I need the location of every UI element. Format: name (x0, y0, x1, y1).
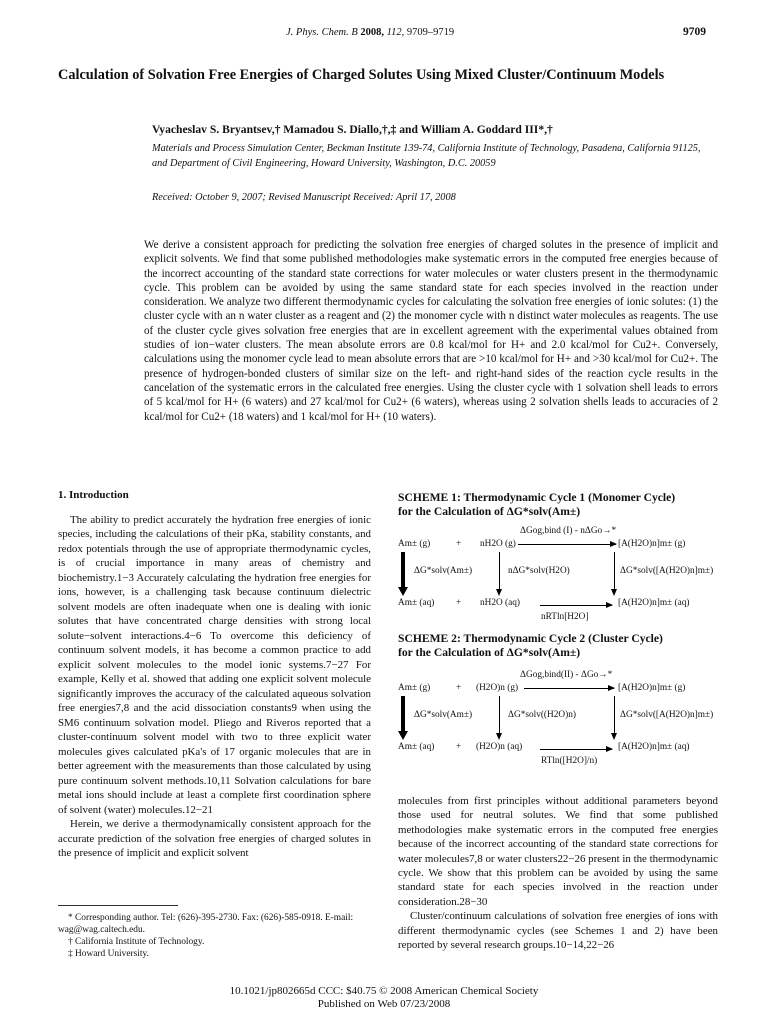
section-heading: 1. Introduction (58, 489, 129, 501)
scheme1-reactant-gas: Am± (g) (398, 539, 431, 549)
scheme1-caption-line1: SCHEME 1: Thermodynamic Cycle 1 (Monomer Cycle) (398, 491, 676, 504)
scheme2-plus-aq: + (456, 742, 462, 752)
footnote-rule (58, 905, 178, 906)
scheme1-bottom-arrow (540, 605, 612, 606)
intro-paragraph-1: The ability to predict accurately the hydration free energies of ionic species, including the calculations of their pKa, stability constants, and redox potentials through the use of appropriate thermodynamic cycles, is of crucial importance in many areas of chemistry and biochemistry.1−3 Accurately calculating the hydration free energies for ions, however, is a challenging task because continuum dielectric solvent models are often inadequate when one is dealing with ionic solutes that have concentrated charge densities with strong local solute−solvent interactions.4−6 To overcome this deficiency of continuum solvent models, it has become a common practice to add explicit solvent molecules to the model ionic systems.7−27 For example, Kelly et al. showed that adding one explicit solvent molecule significantly improves the accuracy of the calculated aqueous solvation free energies7,8 and the acid dissociation constants9 when using the SM6 continuum solvation model. Pliego and Riveros reported that a cluster-continuum solvent model with two to three explicit water molecules gives calculated pKa's of 17 organic molecules that are in better agreement with the measurements than those calculated by using pure continuum solvent methods.10,11 Solvation calculations for bare metal ions should include at least a complete first coordination sphere of solvent (water) molecules.12−21 (58, 513, 371, 816)
scheme1-right-label: ΔG*solv([A(H2O)n]m±) (620, 566, 714, 576)
journal-pages: 9709–9719 (406, 27, 455, 38)
scheme2-bottom-arrow (540, 749, 612, 750)
scheme1-mid-label: nΔG*solv(H2O) (508, 566, 570, 576)
published-line: Published on Web 07/23/2008 (317, 997, 451, 1010)
scheme2-water-gas: (H2O)n (g) (476, 683, 519, 693)
scheme2-caption-line1: SCHEME 2: Thermodynamic Cycle 2 (Cluster Cycle) (398, 632, 663, 645)
scheme2-reactant-gas: Am± (g) (398, 683, 431, 693)
scheme1-left-label: ΔG*solv(Am±) (414, 566, 473, 576)
abstract: We derive a consistent approach for predicting the solvation free energies of charged solutes in the presence of implicit and explicit solvents. We find that some published methodologies make systematic errors in the computed free energies because of the incorrect accounting of the standard state corrections for water molecules or water clusters present in the thermodynamic cycle. This problem can be avoided by using the same standard state for each species involved in the reaction under consideration. We analyze two different thermodynamic cycles for calculating the solvation free energies of ionic solutes: (1) the cluster cycle with an n water cluster as a reagent and (2) the monomer cycle with n distinct water molecules as reagents. The use of the cluster cycle gives solvation free energies that are in excellent agreement with the experimental values obtained from studies of ion−water clusters. The mean absolute errors are 0.8 kcal/mol for H+ and 2.0 kcal/mol for Cu2+. Conversely, calculations using the monomer cycle lead to mean absolute errors that are >10 kcal/mol for H+ and >30 kcal/mol for Cu2+. The presence of hydrogen-bonded clusters of similar size on the left- and right-hand sides of the reaction cycle results in the cancelation of the systematic errors in the calculated free energies. Using the cluster cycle with 1 solvation shell leads to errors of 5 kcal/mol for H+ (6 waters) and 27 kcal/mol for Cu2+ (6 waters), whereas using 2 solvation shells leads to accuracies of 2 kcal/mol for Cu2+ (18 waters) and 1 kcal/mol for H+ (10 waters). (144, 239, 718, 423)
scheme2-plus-gas: + (456, 683, 462, 693)
scheme2-diagram (396, 668, 726, 768)
author-list: Vyacheslav S. Bryantsev,† Mamadou S. Diallo,†,‡ and William A. Goddard III*,† (152, 123, 553, 136)
right-paragraph-1: molecules from first principles without additional parameters beyond those used for neutral solutes. We find that some published methodologies make systematic errors in the computed free energies because of the incorrect accounting of the standard state corrections for water molecules7,8 or water clusters22−26 present in the thermodynamic cycle. We show that this problem can be avoided by using the same standard state for each species involved in the reaction under consideration.28−30 (398, 795, 718, 908)
intro-paragraph-2: Herein, we derive a thermodynamically consistent approach for the accurate prediction of the solvation free energies of charged solutes in the presence of implicit and explicit solvent (58, 818, 371, 859)
scheme1-mid-arrow (499, 552, 500, 590)
journal-name: J. Phys. Chem. B (286, 27, 358, 38)
scheme1-water-gas: nH2O (g) (480, 539, 516, 549)
scheme1-left-arrow (401, 552, 405, 588)
scheme2-product-gas: [A(H2O)n]m± (g) (618, 683, 686, 693)
scheme2-top-arrow-label: ΔGog,bind(II) - ΔGo→* (520, 670, 613, 680)
scheme1-right-arrow (614, 552, 615, 590)
scheme2-right-label: ΔG*solv([A(H2O)n]m±) (620, 710, 714, 720)
scheme1-plus-gas: + (456, 539, 462, 549)
scheme1-top-arrow-label: ΔGog,bind (I) - nΔGo→* (520, 526, 617, 536)
journal-volume: 112, (386, 27, 405, 38)
scheme2-top-arrow (524, 688, 614, 689)
footnote-caltech: † California Institute of Technology. (68, 937, 205, 947)
affiliation: Materials and Process Simulation Center, Beckman Institute 139-74, California Institute of Technology, Pasadena, California 91125, and Department of Civil Engineering, Howard University, Washington, D.C. 20059 (152, 143, 701, 169)
journal-year: 2008, (360, 27, 384, 38)
scheme1-diagram (396, 524, 726, 624)
footnotes (58, 905, 371, 960)
scheme2-reactant-aq: Am± (aq) (398, 742, 435, 752)
scheme1-product-gas: [A(H2O)n]m± (g) (618, 539, 686, 549)
right-paragraph-2: Cluster/continuum calculations of solvation free energies of ions with different thermodynamic cycles (see Schemes 1 and 2) have been reported by several research groups.10−14,22−26 (398, 910, 718, 952)
right-column-text (398, 794, 718, 952)
paper-title: Calculation of Solvation Free Energies of Charged Solutes Using Mixed Cluster/Continuum Models (58, 67, 665, 83)
scheme1-reactant-aq: Am± (aq) (398, 598, 435, 608)
journal-citation (286, 27, 454, 38)
page-number: 9709 (683, 26, 706, 38)
scheme1-plus-aq: + (456, 598, 462, 608)
received-dates: Received: October 9, 2007; Revised Manuscript Received: April 17, 2008 (152, 192, 456, 203)
scheme2-bottom-arrow-label: RTln([H2O]/n) (541, 756, 598, 766)
scheme2-right-arrow (614, 696, 615, 734)
scheme1-top-arrow (518, 544, 616, 545)
scheme1-water-aq: nH2O (aq) (480, 598, 521, 608)
scheme2-product-aq: [A(H2O)n]m± (aq) (618, 742, 690, 752)
footnote-corresponding: * Corresponding author. Tel: (626)-395-2730. Fax: (626)-585-0918. E-mail: wag@wag.caltech.edu. (58, 913, 354, 935)
doi-line: 10.1021/jp802665d CCC: $40.75 © 2008 American Chemical Society (229, 985, 539, 997)
scheme2-mid-arrow (499, 696, 500, 734)
scheme2-water-aq: (H2O)n (aq) (476, 742, 523, 752)
scheme2-caption (398, 632, 728, 660)
scheme2-left-arrow (401, 696, 405, 732)
scheme1-caption (398, 491, 728, 519)
scheme1-product-aq: [A(H2O)n]m± (aq) (618, 598, 690, 608)
scheme2-left-label: ΔG*solv(Am±) (414, 710, 473, 720)
page-footer (0, 985, 768, 1010)
footnote-howard: ‡ Howard University. (68, 949, 149, 959)
scheme1-bottom-arrow-label: nRTln[H2O] (541, 612, 589, 622)
scheme2-mid-label: ΔG*solv((H2O)n) (508, 710, 576, 720)
scheme1-caption-line2: for the Calculation of ΔG*solv(Am±) (398, 505, 581, 518)
introduction-section (58, 488, 371, 861)
scheme2-caption-line2: for the Calculation of ΔG*solv(Am±) (398, 646, 581, 659)
